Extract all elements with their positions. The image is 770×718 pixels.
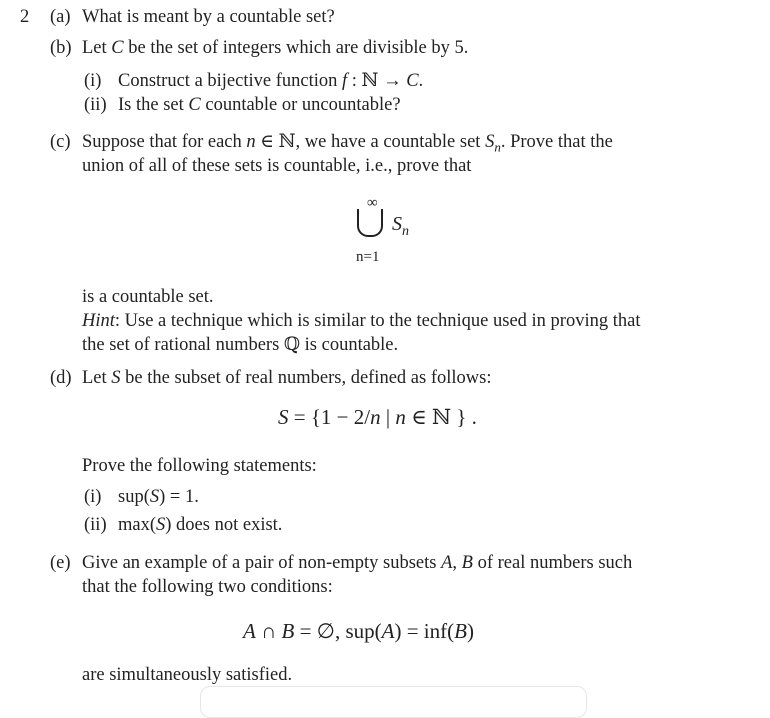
text-segment: ) does not exist.	[165, 515, 283, 535]
math-symbol: n	[370, 405, 381, 429]
union-set-index: n	[402, 224, 409, 239]
text-segment: the set of rational numbers ℚ is countable.	[82, 335, 399, 355]
math-symbol: B	[461, 553, 473, 573]
math-symbol: S	[149, 487, 160, 507]
text-segment: max(	[118, 515, 157, 535]
text-segment: What is meant by a countable set?	[82, 7, 335, 27]
union-set-name: S	[392, 213, 402, 235]
text-segment: Construct a bijective function	[118, 71, 342, 91]
text-segment: ∈ ℕ, we have a countable set	[255, 132, 486, 152]
text-segment: = ∅, sup(	[294, 619, 382, 643]
item-label: (c)	[50, 132, 71, 152]
text-line	[278, 406, 477, 428]
overlay-card	[200, 686, 587, 718]
math-symbol: f	[342, 71, 348, 91]
text-segment: |	[380, 405, 396, 429]
math-symbol: A	[441, 553, 453, 573]
text-segment: ,	[452, 553, 462, 573]
text-segment: are simultaneously satisfied.	[82, 665, 293, 685]
text-segment: ) = inf(	[394, 619, 455, 643]
text-line	[82, 552, 632, 574]
union-expression	[350, 195, 430, 275]
union-set	[392, 213, 409, 240]
text-segment: .	[418, 71, 424, 91]
text-segment: 5.	[454, 38, 469, 58]
text-segment: ) = 1.	[159, 487, 199, 507]
text-line	[82, 6, 335, 28]
text-line	[118, 486, 199, 508]
text-segment: Let	[82, 368, 112, 388]
math-symbol: Hint	[82, 311, 115, 331]
text-line	[82, 286, 214, 308]
text-segment: )	[466, 619, 474, 643]
math-symbol: B	[454, 619, 467, 643]
text-line	[82, 37, 468, 59]
math-symbol: S	[156, 515, 166, 535]
math-symbol: n	[246, 132, 256, 152]
text-line	[82, 310, 640, 332]
text-segment: Suppose that for each	[82, 132, 247, 152]
text-segment: of real numbers such	[472, 553, 633, 573]
math-symbol: n	[395, 405, 406, 429]
text-segment: be the subset of real numbers, defined as follows:	[120, 368, 492, 388]
text-segment: ∩	[255, 619, 282, 643]
item-label: (ii)	[84, 95, 107, 115]
text-segment: : Use a technique which is similar to the technique used in proving that	[114, 311, 641, 331]
math-symbol: A	[381, 619, 395, 643]
math-symbol: C	[406, 71, 419, 91]
math-symbol: S	[278, 405, 289, 429]
text-line	[82, 334, 398, 356]
math-symbol: B	[281, 619, 295, 643]
text-line	[118, 94, 401, 116]
item-label: (e)	[50, 553, 71, 573]
item-label: (a)	[50, 7, 71, 27]
text-line	[82, 455, 317, 477]
text-line	[82, 155, 471, 177]
text-segment: union of all of these sets is countable, i.e., prove that	[82, 156, 472, 176]
text-segment: Let	[82, 38, 112, 58]
text-line	[82, 664, 292, 686]
math-symbol: C	[111, 38, 124, 58]
text-segment: countable or uncountable?	[200, 95, 401, 115]
text-segment: : ℕ →	[347, 71, 407, 91]
union-upper-limit: ∞	[367, 195, 378, 211]
text-line	[82, 367, 491, 389]
math-symbol: n	[494, 139, 501, 155]
math-symbol: S	[111, 368, 121, 388]
item-label: (b)	[50, 38, 72, 58]
text-line	[118, 514, 282, 536]
text-segment: be the set of integers which are divisible by	[123, 38, 455, 58]
item-label: (ii)	[84, 515, 107, 535]
math-symbol: A	[243, 619, 256, 643]
text-segment: Is the set	[118, 95, 189, 115]
text-segment: Prove the following statements:	[82, 456, 317, 476]
text-segment: = {1 − 2/	[288, 405, 371, 429]
text-segment: is a countable set.	[82, 287, 214, 307]
text-segment: . Prove that the	[500, 132, 613, 152]
text-line	[243, 620, 474, 642]
text-segment: ∈ ℕ } .	[405, 405, 477, 429]
math-symbol: C	[188, 95, 201, 115]
text-segment: sup(	[118, 487, 150, 507]
item-label: (i)	[84, 487, 102, 507]
item-label: (i)	[84, 71, 102, 91]
text-segment: Give an example of a pair of non-empty subsets	[82, 553, 442, 573]
text-segment: that the following two conditions:	[82, 577, 333, 597]
text-line	[82, 576, 333, 598]
union-symbol-icon	[357, 209, 383, 237]
text-line	[118, 70, 423, 92]
question-number: 2	[20, 7, 30, 27]
item-label: (d)	[50, 368, 72, 388]
union-lower-limit: n=1	[356, 249, 380, 265]
math-symbol: S	[485, 132, 495, 152]
